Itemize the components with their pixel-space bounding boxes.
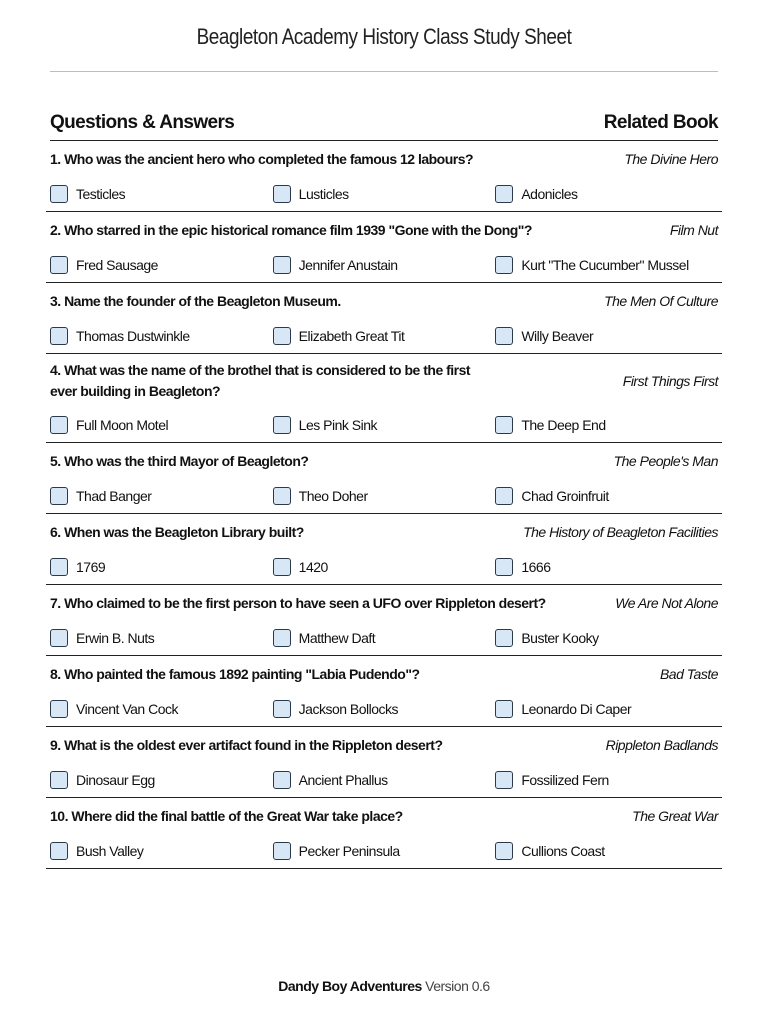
question-block <box>46 354 722 443</box>
checkbox[interactable] <box>495 629 513 647</box>
answer-label: Thad Banger <box>76 488 152 504</box>
question-text: 7. Who claimed to be the first person to have seen a UFO over Rippleton desert? <box>50 594 546 611</box>
answer-option[interactable] <box>495 558 718 576</box>
related-book: The Great War <box>632 808 718 824</box>
answer-label: 1769 <box>76 559 106 575</box>
answer-label: Chad Groinfruit <box>521 488 609 504</box>
answer-row <box>50 763 718 797</box>
answer-option[interactable] <box>495 771 718 789</box>
checkbox[interactable] <box>495 700 513 718</box>
answer-label: Buster Kooky <box>521 630 599 646</box>
answer-label: Full Moon Motel <box>76 417 169 433</box>
checkbox[interactable] <box>273 558 291 576</box>
answer-label: Ancient Phallus <box>298 772 388 788</box>
answer-option[interactable] <box>50 771 273 789</box>
answer-label: The Deep End <box>521 417 606 433</box>
answer-label: Cullions Coast <box>521 843 605 859</box>
related-book: The History of Beagleton Facilities <box>523 524 718 540</box>
question-block <box>46 656 722 727</box>
question-block <box>46 283 722 354</box>
answer-row <box>50 408 718 442</box>
question-block <box>46 141 722 212</box>
checkbox[interactable] <box>50 416 68 434</box>
table-header <box>50 106 718 141</box>
checkbox[interactable] <box>273 416 291 434</box>
answer-label: Thomas Dustwinkle <box>76 328 190 344</box>
checkbox[interactable] <box>495 487 513 505</box>
related-book: The People's Man <box>613 453 718 469</box>
related-book: The Men Of Culture <box>604 293 718 309</box>
answer-option[interactable] <box>273 558 496 576</box>
answer-option[interactable] <box>50 327 273 345</box>
checkbox[interactable] <box>495 256 513 274</box>
answer-option[interactable] <box>50 185 273 203</box>
answer-option[interactable] <box>273 771 496 789</box>
answer-label: 1420 <box>298 559 328 575</box>
answer-row <box>50 834 718 868</box>
answer-label: Elizabeth Great Tit <box>298 328 405 344</box>
answer-label: Les Pink Sink <box>298 417 377 433</box>
answer-row <box>50 479 718 513</box>
answer-label: Pecker Peninsula <box>298 843 400 859</box>
checkbox[interactable] <box>273 842 291 860</box>
answer-row <box>50 177 718 211</box>
answer-label: Jackson Bollocks <box>298 701 399 717</box>
question-row <box>50 656 718 692</box>
checkbox[interactable] <box>495 771 513 789</box>
answer-option[interactable] <box>50 487 273 505</box>
checkbox[interactable] <box>273 256 291 274</box>
answer-option[interactable] <box>495 629 718 647</box>
related-book: Rippleton Badlands <box>605 737 718 753</box>
checkbox[interactable] <box>273 700 291 718</box>
checkbox[interactable] <box>273 327 291 345</box>
checkbox[interactable] <box>50 629 68 647</box>
answer-row <box>50 550 718 584</box>
answer-label: Lusticles <box>298 186 349 202</box>
answer-label: Dinosaur Egg <box>76 772 155 788</box>
footer-brand: Dandy Boy Adventures <box>278 978 422 994</box>
question-text: 9. What is the oldest ever artifact found in the Rippleton desert? <box>50 736 443 753</box>
answer-option[interactable] <box>273 629 496 647</box>
question-text: 8. Who painted the famous 1892 painting "Labia Pudendo"? <box>50 665 420 682</box>
checkbox[interactable] <box>50 700 68 718</box>
checkbox[interactable] <box>273 487 291 505</box>
answer-label: Adonicles <box>521 186 578 202</box>
answer-option[interactable] <box>273 842 496 860</box>
answer-label: Bush Valley <box>76 843 144 859</box>
answer-option[interactable] <box>273 487 496 505</box>
question-text: 6. When was the Beagleton Library built? <box>50 523 304 540</box>
checkbox[interactable] <box>495 842 513 860</box>
question-block <box>46 798 722 869</box>
answer-row <box>50 319 718 353</box>
answer-label: Fossilized Fern <box>521 772 609 788</box>
checkbox[interactable] <box>273 185 291 203</box>
question-list <box>46 141 722 869</box>
checkbox[interactable] <box>50 256 68 274</box>
answer-option[interactable] <box>50 558 273 576</box>
question-block <box>46 585 722 656</box>
checkbox[interactable] <box>495 327 513 345</box>
answer-label: Leonardo Di Caper <box>521 701 632 717</box>
header-questions-label: Questions & Answers <box>50 112 235 133</box>
answer-option[interactable] <box>273 416 496 434</box>
question-row <box>50 212 718 248</box>
related-book: Bad Taste <box>659 666 718 682</box>
answer-option[interactable] <box>495 700 718 718</box>
checkbox[interactable] <box>50 771 68 789</box>
answer-option[interactable] <box>495 842 718 860</box>
question-block <box>46 727 722 798</box>
answer-option[interactable] <box>273 700 496 718</box>
question-row <box>50 443 718 479</box>
question-block <box>46 514 722 585</box>
answer-option[interactable] <box>50 700 273 718</box>
question-text: 3. Name the founder of the Beagleton Museum. <box>50 292 341 309</box>
answer-option[interactable] <box>495 327 718 345</box>
answer-label: 1666 <box>521 559 551 575</box>
answer-option[interactable] <box>50 842 273 860</box>
related-book: Film Nut <box>669 222 718 238</box>
question-text: 2. Who starred in the epic historical romance film 1939 "Gone with the Dong"? <box>50 221 532 238</box>
checkbox[interactable] <box>50 487 68 505</box>
answer-option[interactable] <box>50 416 273 434</box>
question-row <box>50 727 718 763</box>
question-text: 10. Where did the final battle of the Great War take place? <box>50 807 403 824</box>
answer-label: Erwin B. Nuts <box>76 630 155 646</box>
question-row <box>50 585 718 621</box>
answer-row <box>50 692 718 726</box>
answer-option[interactable] <box>50 256 273 274</box>
question-text: 4. What was the name of the brothel that is considered to be the first ever building in Beagleton? <box>50 362 471 399</box>
answer-option[interactable] <box>273 256 496 274</box>
question-block <box>46 212 722 283</box>
related-book: First Things First <box>622 373 718 389</box>
answer-label: Vincent Van Cock <box>76 701 178 717</box>
question-row <box>50 283 718 319</box>
header-book-label: Related Book <box>603 112 718 133</box>
answer-label: Matthew Daft <box>298 630 376 646</box>
answer-option[interactable] <box>273 185 496 203</box>
checkbox[interactable] <box>50 842 68 860</box>
checkbox[interactable] <box>50 558 68 576</box>
related-book: We Are Not Alone <box>615 595 718 611</box>
question-block <box>46 443 722 514</box>
answer-row <box>50 621 718 655</box>
checkbox[interactable] <box>495 185 513 203</box>
answer-option[interactable] <box>495 185 718 203</box>
answer-option[interactable] <box>50 629 273 647</box>
question-row <box>50 798 718 834</box>
answer-row <box>50 248 718 282</box>
answer-label: Fred Sausage <box>76 257 158 273</box>
answer-option[interactable] <box>495 256 718 274</box>
answer-option[interactable] <box>273 327 496 345</box>
question-row <box>50 141 718 177</box>
answer-label: Theo Doher <box>298 488 368 504</box>
checkbox[interactable] <box>273 629 291 647</box>
answer-option[interactable] <box>495 487 718 505</box>
title-divider <box>50 71 718 72</box>
answer-label: Testicles <box>76 186 126 202</box>
footer-version: Version 0.6 <box>425 978 490 994</box>
question-text: 5. Who was the third Mayor of Beagleton? <box>50 452 309 469</box>
related-book: The Divine Hero <box>624 151 718 167</box>
checkbox[interactable] <box>50 327 68 345</box>
checkbox[interactable] <box>273 771 291 789</box>
checkbox[interactable] <box>50 185 68 203</box>
page-title: Beagleton Academy History Class Study Sheet <box>196 24 572 49</box>
checkbox[interactable] <box>495 558 513 576</box>
question-row <box>50 514 718 550</box>
answer-label: Jennifer Anustain <box>298 257 398 273</box>
answer-label: Kurt "The Cucumber" Mussel <box>521 257 689 273</box>
footer <box>0 978 768 994</box>
checkbox[interactable] <box>495 416 513 434</box>
answer-option[interactable] <box>495 416 718 434</box>
answer-label: Willy Beaver <box>521 328 594 344</box>
question-row <box>50 354 718 408</box>
question-text: 1. Who was the ancient hero who completed the famous 12 labours? <box>50 150 474 167</box>
